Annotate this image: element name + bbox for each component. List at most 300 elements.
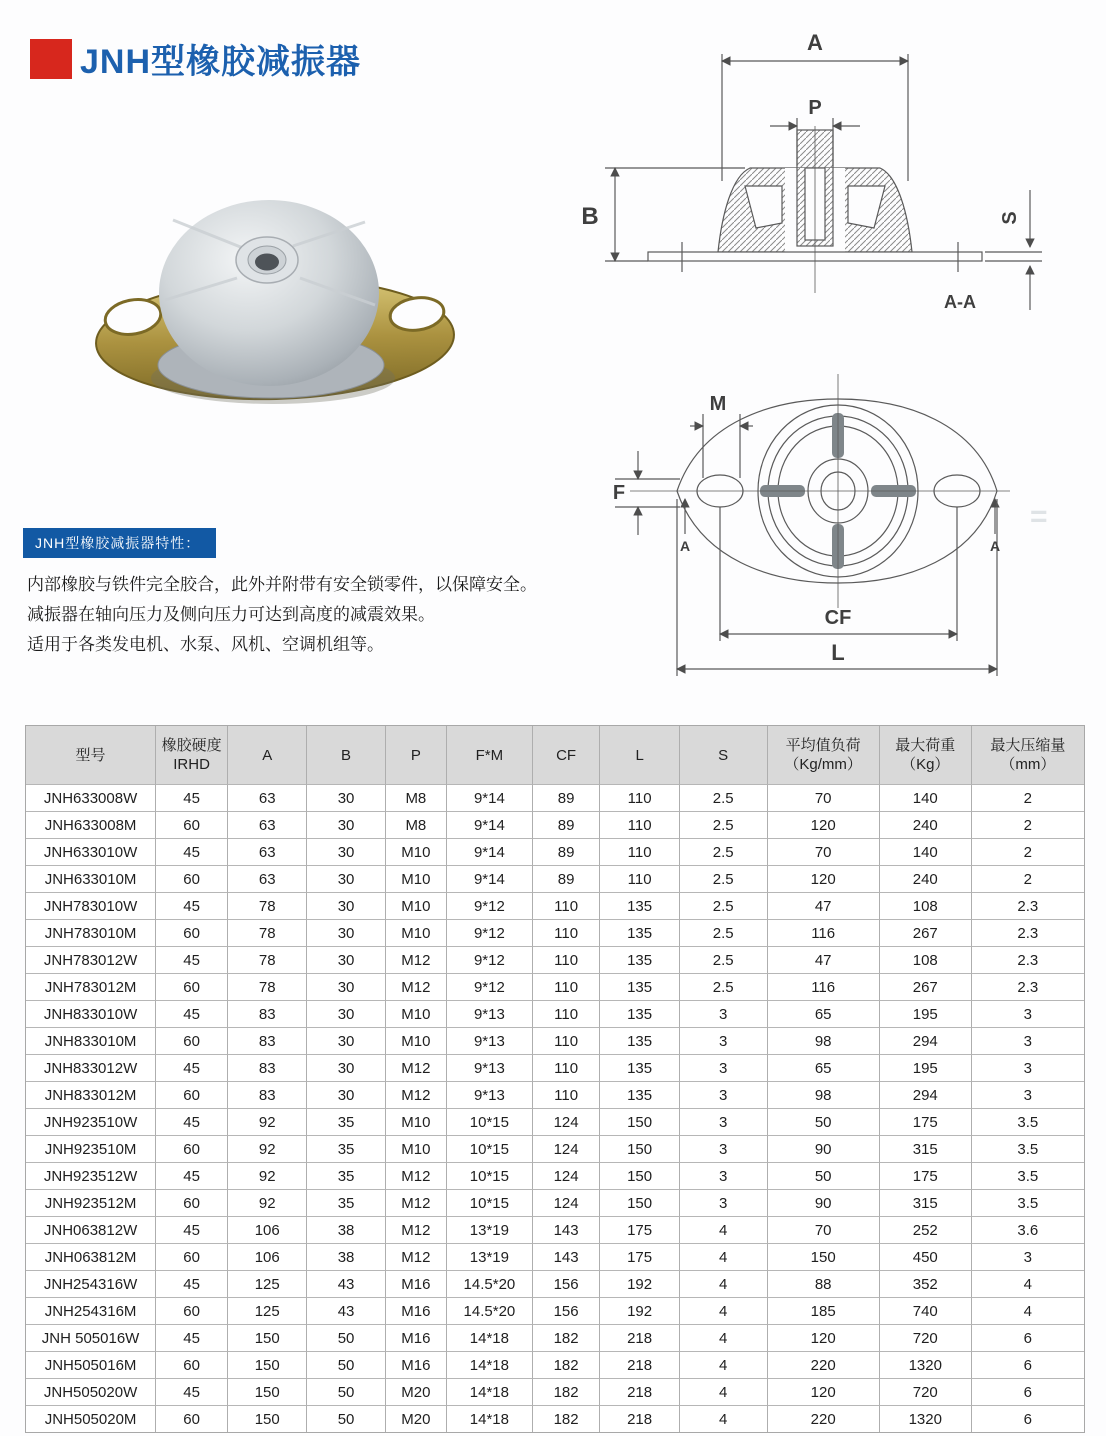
table-cell: 218 (600, 1378, 679, 1405)
table-cell: 135 (600, 946, 679, 973)
table-cell: JNH063812W (26, 1216, 156, 1243)
table-cell: M16 (386, 1297, 447, 1324)
table-cell: M20 (386, 1378, 447, 1405)
table-cell: 9*12 (447, 946, 533, 973)
table-cell: 185 (768, 1297, 880, 1324)
table-cell: 135 (600, 892, 679, 919)
table-cell: 9*12 (447, 919, 533, 946)
table-cell: 45 (156, 1162, 228, 1189)
table-cell: 2.3 (972, 973, 1084, 1000)
table-cell: 30 (307, 1054, 385, 1081)
table-cell: 3 (680, 1000, 768, 1027)
table-cell: 45 (156, 1108, 228, 1135)
table-cell: 150 (600, 1162, 679, 1189)
column-header-fm: F*M (447, 726, 533, 784)
table-cell: 88 (768, 1270, 880, 1297)
dim-label-p: P (808, 97, 822, 119)
table-cell: 135 (600, 919, 679, 946)
table-cell: 3.5 (972, 1189, 1084, 1216)
table-cell: 3.5 (972, 1135, 1084, 1162)
table-cell: 63 (228, 865, 307, 892)
table-cell: 60 (156, 973, 228, 1000)
table-cell: 50 (307, 1378, 385, 1405)
table-cell: 83 (228, 1054, 307, 1081)
page-header (30, 34, 361, 83)
table-cell: 45 (156, 946, 228, 973)
table-row (26, 1297, 1084, 1324)
table-cell: 2.5 (680, 838, 768, 865)
table-cell: 124 (533, 1108, 601, 1135)
table-cell: 13*19 (447, 1216, 533, 1243)
table-cell: 30 (307, 784, 385, 811)
table-cell: 1320 (880, 1351, 972, 1378)
table-row (26, 1027, 1084, 1054)
table-row (26, 1351, 1084, 1378)
table-cell: 110 (533, 946, 601, 973)
dim-label-s: S (999, 211, 1021, 225)
table-cell: 50 (307, 1405, 385, 1432)
table-cell: 78 (228, 946, 307, 973)
column-header-cf: CF (533, 726, 601, 784)
table-cell: 4 (680, 1351, 768, 1378)
table-cell: 4 (680, 1324, 768, 1351)
table-cell: 60 (156, 1297, 228, 1324)
table-cell: 70 (768, 784, 880, 811)
table-cell: JNH783012M (26, 973, 156, 1000)
table-cell: 30 (307, 811, 385, 838)
table-cell: 4 (972, 1297, 1084, 1324)
column-header-a: A (228, 726, 307, 784)
table-cell: 110 (533, 973, 601, 1000)
table-cell: 110 (533, 919, 601, 946)
table-cell: 3 (680, 1081, 768, 1108)
table-cell: 218 (600, 1405, 679, 1432)
table-cell: 9*12 (447, 892, 533, 919)
table-cell: 60 (156, 865, 228, 892)
table-cell: JNH505020W (26, 1378, 156, 1405)
table-cell: M10 (386, 919, 447, 946)
table-row (26, 1189, 1084, 1216)
table-cell: 352 (880, 1270, 972, 1297)
table-cell: 89 (533, 838, 601, 865)
table-row (26, 1135, 1084, 1162)
table-row (26, 838, 1084, 865)
table-cell: 30 (307, 946, 385, 973)
table-cell: JNH833012M (26, 1081, 156, 1108)
table-header-row (26, 726, 1084, 784)
table-cell: 106 (228, 1216, 307, 1243)
table-cell: 150 (600, 1189, 679, 1216)
table-cell: 92 (228, 1108, 307, 1135)
table-cell: 78 (228, 973, 307, 1000)
table-cell: 89 (533, 784, 601, 811)
table-cell: M12 (386, 1216, 447, 1243)
table-cell: 2.5 (680, 892, 768, 919)
table-cell: 60 (156, 1405, 228, 1432)
table-cell: 218 (600, 1324, 679, 1351)
table-cell: 116 (768, 973, 880, 1000)
table-cell: 182 (533, 1378, 601, 1405)
feature-line-1: 内部橡胶与铁件完全胶合，此外并附带有安全锁零件，以保障安全。 (27, 575, 537, 594)
table-cell: 60 (156, 919, 228, 946)
table-cell: 150 (228, 1324, 307, 1351)
table-cell: 110 (600, 811, 679, 838)
table-cell: 47 (768, 946, 880, 973)
features-text (27, 570, 587, 660)
table-cell: 182 (533, 1324, 601, 1351)
table-cell: 9*14 (447, 784, 533, 811)
table-cell: 90 (768, 1135, 880, 1162)
table-cell: 45 (156, 1054, 228, 1081)
table-cell: 45 (156, 1270, 228, 1297)
table-row (26, 1378, 1084, 1405)
table-cell: 45 (156, 892, 228, 919)
table-cell: M8 (386, 784, 447, 811)
table-cell: 110 (533, 1027, 601, 1054)
table-cell: 182 (533, 1405, 601, 1432)
table-row (26, 1243, 1084, 1270)
table-cell: 78 (228, 919, 307, 946)
table-cell: 124 (533, 1135, 601, 1162)
table-cell: 267 (880, 919, 972, 946)
center-thread-hole (255, 254, 279, 271)
table-row (26, 1216, 1084, 1243)
table-cell: 720 (880, 1324, 972, 1351)
table-cell: 10*15 (447, 1108, 533, 1135)
table-cell: 150 (228, 1405, 307, 1432)
table-cell: 60 (156, 1081, 228, 1108)
table-cell: 60 (156, 1351, 228, 1378)
table-cell: JNH783010M (26, 919, 156, 946)
table-cell: 2 (972, 838, 1084, 865)
table-cell: JNH923510M (26, 1135, 156, 1162)
table-cell: 3 (680, 1027, 768, 1054)
table-cell: 192 (600, 1297, 679, 1324)
column-header-l: L (600, 726, 679, 784)
table-cell: JNH783012W (26, 946, 156, 973)
table-cell: 6 (972, 1324, 1084, 1351)
table-cell: 175 (600, 1216, 679, 1243)
table-row (26, 784, 1084, 811)
table-cell: 175 (880, 1162, 972, 1189)
table-cell: 43 (307, 1270, 385, 1297)
table-cell: 47 (768, 892, 880, 919)
table-cell: 135 (600, 1000, 679, 1027)
table-cell: 30 (307, 1081, 385, 1108)
page-title: JNH型橡胶减振器 (80, 43, 362, 81)
table-cell: 267 (880, 973, 972, 1000)
table-cell: 83 (228, 1000, 307, 1027)
table-cell: 110 (600, 838, 679, 865)
table-cell: M10 (386, 1135, 447, 1162)
table-cell: 110 (533, 1054, 601, 1081)
table-cell: 110 (533, 892, 601, 919)
table-cell: 89 (533, 811, 601, 838)
table-cell: 150 (600, 1135, 679, 1162)
table-row (26, 1000, 1084, 1027)
table-cell: 83 (228, 1081, 307, 1108)
table-cell: M12 (386, 1054, 447, 1081)
table-cell: JNH254316W (26, 1270, 156, 1297)
table-cell: 65 (768, 1000, 880, 1027)
table-cell: M12 (386, 1189, 447, 1216)
table-cell: 125 (228, 1297, 307, 1324)
table-cell: 315 (880, 1189, 972, 1216)
top-view-drawing (605, 366, 1100, 701)
table-cell: 14*18 (447, 1351, 533, 1378)
table-cell: 150 (768, 1243, 880, 1270)
table-cell: 120 (768, 811, 880, 838)
table-row (26, 919, 1084, 946)
artifact-equals: = (1030, 500, 1048, 533)
table-row (26, 865, 1084, 892)
table-cell: 2.5 (680, 811, 768, 838)
table-cell: 6 (972, 1405, 1084, 1432)
table-cell: 175 (600, 1243, 679, 1270)
table-cell: 220 (768, 1351, 880, 1378)
table-cell: 63 (228, 784, 307, 811)
table-cell: 14*18 (447, 1405, 533, 1432)
table-cell: 2 (972, 865, 1084, 892)
table-cell: 9*14 (447, 838, 533, 865)
table-cell: 124 (533, 1162, 601, 1189)
table-cell: 14*18 (447, 1324, 533, 1351)
table-row (26, 973, 1084, 1000)
table-row (26, 892, 1084, 919)
table-cell: 70 (768, 838, 880, 865)
table-cell: 108 (880, 892, 972, 919)
table-cell: JNH 505016W (26, 1324, 156, 1351)
table-cell: 50 (768, 1108, 880, 1135)
table-cell: 10*15 (447, 1189, 533, 1216)
table-cell: 6 (972, 1351, 1084, 1378)
table-cell: 35 (307, 1108, 385, 1135)
table-cell: 4 (972, 1270, 1084, 1297)
table-cell: 83 (228, 1027, 307, 1054)
table-cell: 3 (972, 1054, 1084, 1081)
table-cell: 4 (680, 1243, 768, 1270)
table-cell: 98 (768, 1081, 880, 1108)
table-cell: 150 (600, 1108, 679, 1135)
table-cell: 60 (156, 1243, 228, 1270)
table-cell: 38 (307, 1216, 385, 1243)
table-cell: M12 (386, 946, 447, 973)
column-header-s: S (680, 726, 768, 784)
table-cell: 2.5 (680, 973, 768, 1000)
red-square-marker (30, 39, 72, 79)
table-cell: 182 (533, 1351, 601, 1378)
table-cell: 106 (228, 1243, 307, 1270)
table-cell: M10 (386, 838, 447, 865)
table-cell: 35 (307, 1135, 385, 1162)
table-cell: 740 (880, 1297, 972, 1324)
spec-table (25, 725, 1085, 1433)
table-cell: 120 (768, 1378, 880, 1405)
table-row (26, 1270, 1084, 1297)
table-cell: JNH923512W (26, 1162, 156, 1189)
table-cell: 10*15 (447, 1135, 533, 1162)
table-cell: 70 (768, 1216, 880, 1243)
dim-label-l: L (831, 640, 845, 665)
table-cell: 3.6 (972, 1216, 1084, 1243)
table-cell: 294 (880, 1027, 972, 1054)
table-cell: 9*13 (447, 1054, 533, 1081)
table-cell: 4 (680, 1378, 768, 1405)
table-cell: 65 (768, 1054, 880, 1081)
table-cell: 50 (768, 1162, 880, 1189)
table-cell: 10*15 (447, 1162, 533, 1189)
table-cell: 120 (768, 865, 880, 892)
table-cell: 3 (972, 1243, 1084, 1270)
table-cell: M10 (386, 892, 447, 919)
table-cell: 150 (228, 1378, 307, 1405)
table-cell: 195 (880, 1000, 972, 1027)
table-cell: 30 (307, 973, 385, 1000)
table-cell: 220 (768, 1405, 880, 1432)
table-cell: 218 (600, 1351, 679, 1378)
table-cell: 110 (533, 1000, 601, 1027)
table-cell: 3 (680, 1108, 768, 1135)
feature-line-3: 适用于各类发电机、水泵、风机、空调机组等。 (27, 635, 384, 654)
table-cell: JNH505020M (26, 1405, 156, 1432)
table-cell: 2.5 (680, 784, 768, 811)
rubber-dome (151, 200, 395, 404)
table-cell: 9*12 (447, 973, 533, 1000)
product-photo (95, 160, 490, 455)
table-cell: 89 (533, 865, 601, 892)
table-cell: 135 (600, 1054, 679, 1081)
table-cell: 140 (880, 838, 972, 865)
table-cell: 3 (680, 1189, 768, 1216)
feature-line-2: 减振器在轴向压力及侧向压力可达到高度的减震效果。 (27, 605, 435, 624)
table-cell: 14.5*20 (447, 1270, 533, 1297)
table-cell: JNH833010W (26, 1000, 156, 1027)
table-cell: 150 (228, 1351, 307, 1378)
table-cell: M20 (386, 1405, 447, 1432)
table-cell: 92 (228, 1162, 307, 1189)
table-cell: 156 (533, 1297, 601, 1324)
table-cell: 1320 (880, 1405, 972, 1432)
table-cell: 2.3 (972, 892, 1084, 919)
table-row (26, 1054, 1084, 1081)
table-cell: M16 (386, 1324, 447, 1351)
section-view-drawing (560, 18, 1100, 330)
table-cell: 240 (880, 865, 972, 892)
table-cell: M16 (386, 1270, 447, 1297)
table-cell: 92 (228, 1189, 307, 1216)
table-cell: 2.5 (680, 946, 768, 973)
table-cell: 110 (600, 784, 679, 811)
table-cell: 156 (533, 1270, 601, 1297)
table-cell: 45 (156, 1000, 228, 1027)
table-row (26, 1324, 1084, 1351)
table-cell: 140 (880, 784, 972, 811)
table-cell: 2.5 (680, 865, 768, 892)
table-cell: M10 (386, 1108, 447, 1135)
table-cell: 135 (600, 1027, 679, 1054)
table-cell: 30 (307, 865, 385, 892)
table-cell: 30 (307, 1000, 385, 1027)
table-cell: 3 (972, 1027, 1084, 1054)
table-cell: JNH923512M (26, 1189, 156, 1216)
table-cell: M12 (386, 1081, 447, 1108)
table-cell: 2.3 (972, 919, 1084, 946)
features-banner: JNH型橡胶减振器特性： (23, 528, 216, 558)
table-cell: 50 (307, 1351, 385, 1378)
table-cell: 195 (880, 1054, 972, 1081)
table-cell: 45 (156, 784, 228, 811)
table-cell: 60 (156, 811, 228, 838)
table-cell: JNH833012W (26, 1054, 156, 1081)
table-cell: 9*14 (447, 865, 533, 892)
table-cell: 90 (768, 1189, 880, 1216)
table-body (26, 784, 1084, 1432)
table-cell: 60 (156, 1189, 228, 1216)
table-row (26, 946, 1084, 973)
column-header-max-compression: 最大压缩量 （mm） (990, 737, 1066, 773)
table-cell: 3.5 (972, 1108, 1084, 1135)
table-cell: 3 (972, 1000, 1084, 1027)
table-cell: JNH923510W (26, 1108, 156, 1135)
table-cell: M12 (386, 1162, 447, 1189)
column-header-avg-load: 平均值负荷 （Kg/mm） (768, 726, 880, 784)
table-cell: 4 (680, 1216, 768, 1243)
table-cell: M12 (386, 973, 447, 1000)
table-cell: 124 (533, 1189, 601, 1216)
dim-label-a: A (807, 30, 823, 55)
table-row (26, 811, 1084, 838)
column-header-b: B (307, 726, 385, 784)
table-cell: 192 (600, 1270, 679, 1297)
table-cell: 175 (880, 1108, 972, 1135)
table-cell: 38 (307, 1243, 385, 1270)
table-cell: 6 (972, 1378, 1084, 1405)
table-cell: 63 (228, 811, 307, 838)
table-cell: 63 (228, 838, 307, 865)
table-cell: 4 (680, 1405, 768, 1432)
dim-label-cf: CF (824, 607, 852, 629)
table-cell: 30 (307, 892, 385, 919)
table-cell: 9*14 (447, 811, 533, 838)
table-cell: 9*13 (447, 1081, 533, 1108)
table-cell: JNH254316M (26, 1297, 156, 1324)
table-cell: 3 (680, 1162, 768, 1189)
table-cell: 45 (156, 1378, 228, 1405)
table-cell: 143 (533, 1216, 601, 1243)
table-cell: 135 (600, 1081, 679, 1108)
table-cell: 2.3 (972, 946, 1084, 973)
table-cell: 45 (156, 838, 228, 865)
table-cell: M12 (386, 1243, 447, 1270)
table-cell: JNH633010W (26, 838, 156, 865)
table-row (26, 1162, 1084, 1189)
column-header-hardness: 橡胶硬度 IRHD (156, 726, 228, 784)
table-cell: 110 (533, 1081, 601, 1108)
table-cell: 108 (880, 946, 972, 973)
section-cut-label: A-A (944, 292, 976, 312)
table-cell: 30 (307, 919, 385, 946)
table-cell: 13*19 (447, 1243, 533, 1270)
table-cell: 45 (156, 1216, 228, 1243)
table-cell: 135 (600, 973, 679, 1000)
table-cell: M16 (386, 1351, 447, 1378)
table-cell: 60 (156, 1135, 228, 1162)
table-cell: 14.5*20 (447, 1297, 533, 1324)
table-cell: JNH633008M (26, 811, 156, 838)
table-cell: 2.5 (680, 919, 768, 946)
table-cell: 35 (307, 1162, 385, 1189)
table-cell: 45 (156, 1324, 228, 1351)
